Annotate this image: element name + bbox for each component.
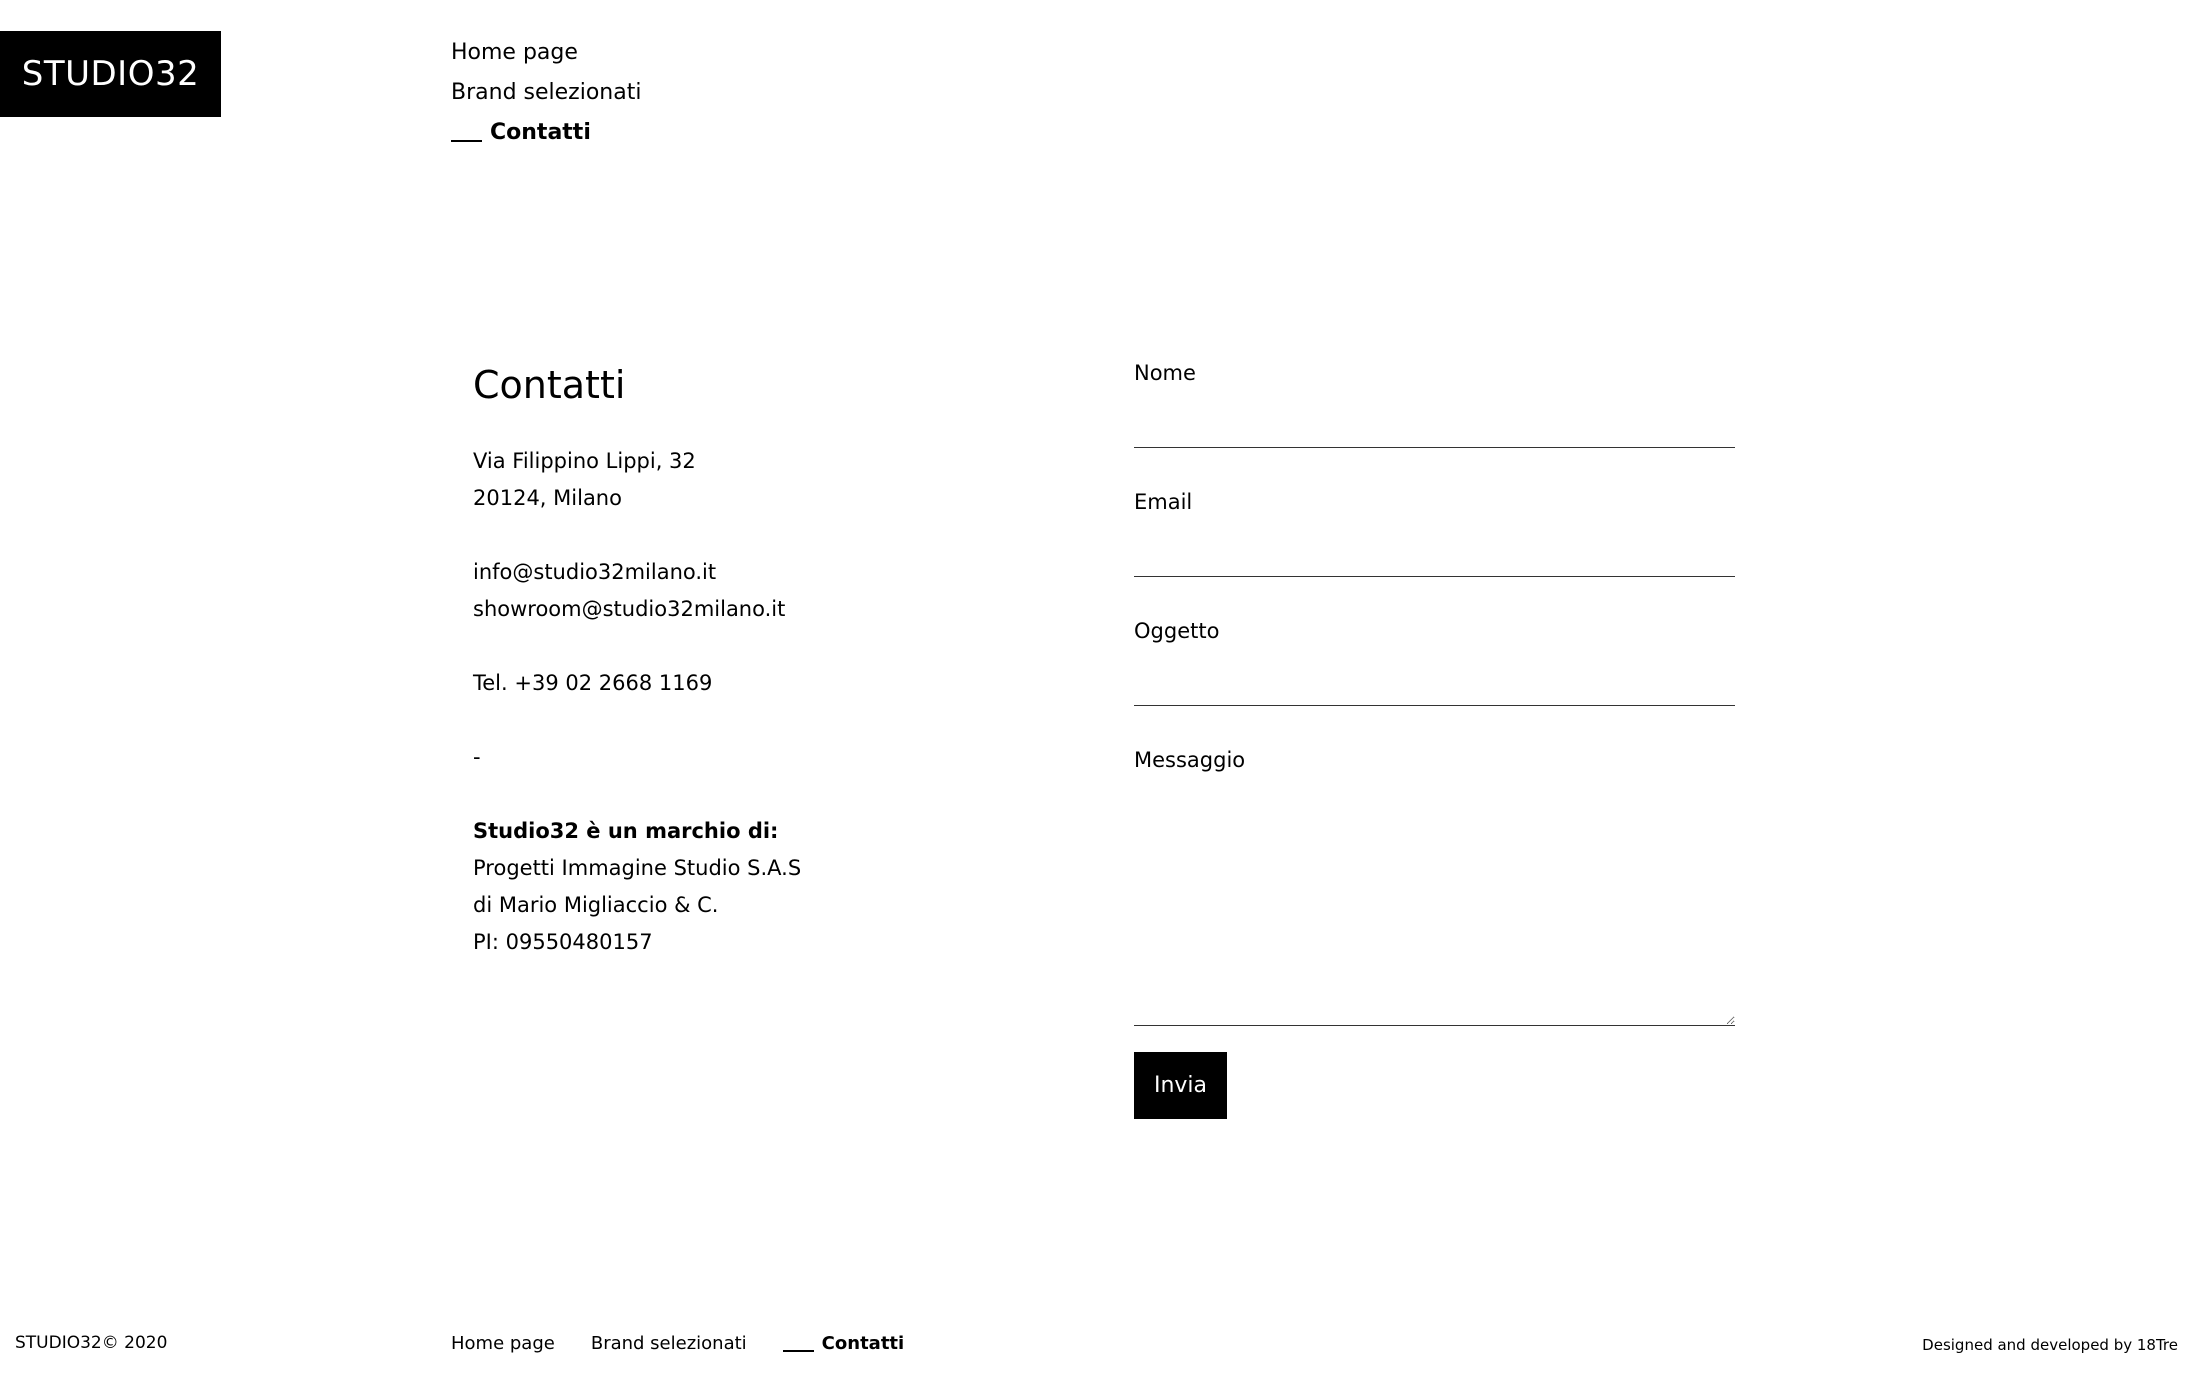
separator: -	[473, 745, 481, 769]
active-indicator	[451, 140, 482, 142]
nav-item-label: Contatti	[490, 120, 591, 145]
nav-item-home[interactable]	[451, 33, 641, 73]
subject-input[interactable]	[1134, 650, 1735, 706]
email-input[interactable]	[1134, 521, 1735, 577]
message-textarea[interactable]	[1134, 779, 1735, 1026]
company-heading: Studio32 è un marchio di:	[473, 819, 779, 843]
email-link-showroom[interactable]: showroom@studio32milano.it	[473, 597, 786, 621]
logo[interactable]	[0, 31, 221, 117]
email-label: Email	[1134, 490, 1193, 514]
page-title: Contatti	[473, 363, 626, 407]
address-line-2: 20124, Milano	[473, 486, 622, 510]
contact-info	[473, 355, 1033, 961]
footer-nav-home[interactable]	[451, 1333, 555, 1354]
company-vat: PI: 09550480157	[473, 930, 653, 954]
name-label: Nome	[1134, 361, 1196, 385]
email-link-info[interactable]: info@studio32milano.it	[473, 560, 717, 584]
nav-item-brands[interactable]	[451, 73, 641, 113]
subject-label: Oggetto	[1134, 619, 1220, 643]
name-input[interactable]	[1134, 392, 1735, 448]
phone-number[interactable]: Tel. +39 02 2668 1169	[473, 671, 713, 695]
footer-nav-label: Home page	[451, 1333, 555, 1354]
footer-copyright: STUDIO32© 2020	[15, 1333, 168, 1353]
footer-credit[interactable]: Designed and developed by 18Tre	[1922, 1336, 2178, 1354]
main-nav	[451, 33, 641, 153]
contact-form	[1134, 355, 1735, 1119]
address-line-1: Via Filippino Lippi, 32	[473, 449, 696, 473]
nav-item-contatti[interactable]	[451, 113, 641, 153]
company-owner: di Mario Migliaccio & C.	[473, 893, 719, 917]
nav-item-label: Brand selezionati	[451, 80, 642, 105]
footer-nav-brands[interactable]	[591, 1333, 747, 1354]
footer-nav-label: Contatti	[821, 1333, 905, 1354]
nav-item-label: Home page	[451, 40, 578, 65]
submit-button[interactable]: Invia	[1134, 1052, 1227, 1119]
logo-text: STUDIO32	[21, 54, 200, 94]
footer-nav	[451, 1333, 940, 1354]
company-name: Progetti Immagine Studio S.A.S	[473, 856, 802, 880]
footer-nav-contatti[interactable]	[783, 1333, 905, 1354]
active-indicator	[783, 1350, 814, 1352]
message-label: Messaggio	[1134, 748, 1246, 772]
footer-nav-label: Brand selezionati	[590, 1333, 747, 1354]
